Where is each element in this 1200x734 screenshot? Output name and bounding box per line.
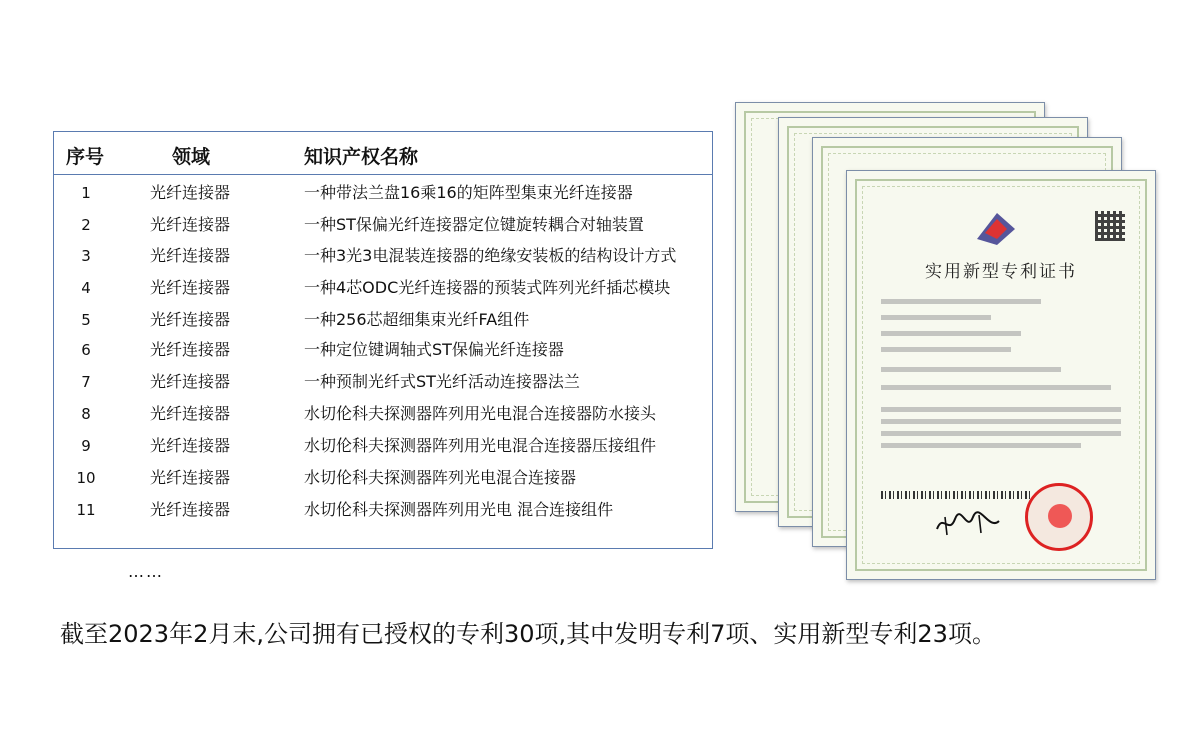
cert-text-line [881,299,1041,304]
table-ellipsis: …… [128,562,164,581]
cert-text-line [881,385,1111,390]
row-number: 3 [81,247,91,265]
row-patent-name: 一种4芯ODC光纤连接器的预装式阵列光纤插芯模块 [304,278,671,297]
row-number: 8 [81,405,91,423]
certificate-front [846,170,1156,580]
row-number: 5 [81,311,91,329]
table-row [54,214,712,246]
cert-text-line [881,331,1021,336]
table-row [54,309,712,341]
table-row [54,277,712,309]
row-field: 光纤连接器 [150,468,231,487]
row-number: 2 [81,216,91,234]
row-number: 1 [81,184,91,202]
cert-text-line [881,419,1121,424]
row-number: 7 [81,373,91,391]
row-patent-name: 水切伦科夫探测器阵列用光电混合连接器压接组件 [304,436,657,455]
qr-code-icon [1095,211,1125,241]
table-row [54,435,712,467]
row-patent-name: 一种预制光纤式ST光纤活动连接器法兰 [304,372,580,391]
row-patent-name: 水切伦科夫探测器阵列用光电混合连接器防水接头 [304,404,657,423]
row-field: 光纤连接器 [150,215,231,234]
table-row [54,499,712,531]
table-row [54,245,712,277]
row-number: 10 [76,469,96,487]
row-field: 光纤连接器 [150,436,231,455]
patent-table [53,131,713,549]
row-patent-name: 一种256芯超细集束光纤FA组件 [304,310,530,329]
header-field: 领域 [172,146,211,168]
row-patent-name: 一种定位键调轴式ST保偏光纤连接器 [304,340,564,359]
table-row [54,467,712,499]
row-patent-name: 一种ST保偏光纤连接器定位键旋转耦合对轴装置 [304,215,644,234]
row-field: 光纤连接器 [150,500,231,519]
cert-text-line [881,407,1121,412]
cert-text-line [881,347,1011,352]
row-field: 光纤连接器 [150,278,231,297]
row-field: 光纤连接器 [150,183,231,202]
official-seal-icon [1025,483,1093,551]
row-number: 11 [76,501,96,519]
table-row [54,182,712,214]
row-patent-name: 水切伦科夫探测器阵列光电混合连接器 [304,468,577,487]
table-row [54,339,712,371]
summary-text: 截至2023年2月末,公司拥有已授权的专利30项,其中发明专利7项、实用新型专利23项。 [60,620,996,648]
row-patent-name: 水切伦科夫探测器阵列用光电 混合连接组件 [304,500,614,519]
cert-text-line [881,443,1081,448]
row-field: 光纤连接器 [150,372,231,391]
patent-office-logo-icon [971,209,1023,249]
signature-icon [933,509,1003,539]
certificate-title: 实用新型专利证书 [925,262,1077,282]
table-row [54,371,712,403]
row-number: 9 [81,437,91,455]
barcode [881,491,1031,499]
row-number: 6 [81,341,91,359]
row-patent-name: 一种3光3电混装连接器的绝缘安装板的结构设计方式 [304,246,677,265]
cert-text-line [881,431,1121,436]
row-number: 4 [81,279,91,297]
table-row [54,403,712,435]
table-header [54,132,712,175]
row-patent-name: 一种带法兰盘16乘16的矩阵型集束光纤连接器 [304,183,633,202]
row-field: 光纤连接器 [150,340,231,359]
header-no: 序号 [66,146,105,168]
row-field: 光纤连接器 [150,404,231,423]
cert-text-line [881,315,991,320]
cert-text-line [881,367,1061,372]
row-field: 光纤连接器 [150,246,231,265]
header-name: 知识产权名称 [304,146,419,168]
row-field: 光纤连接器 [150,310,231,329]
